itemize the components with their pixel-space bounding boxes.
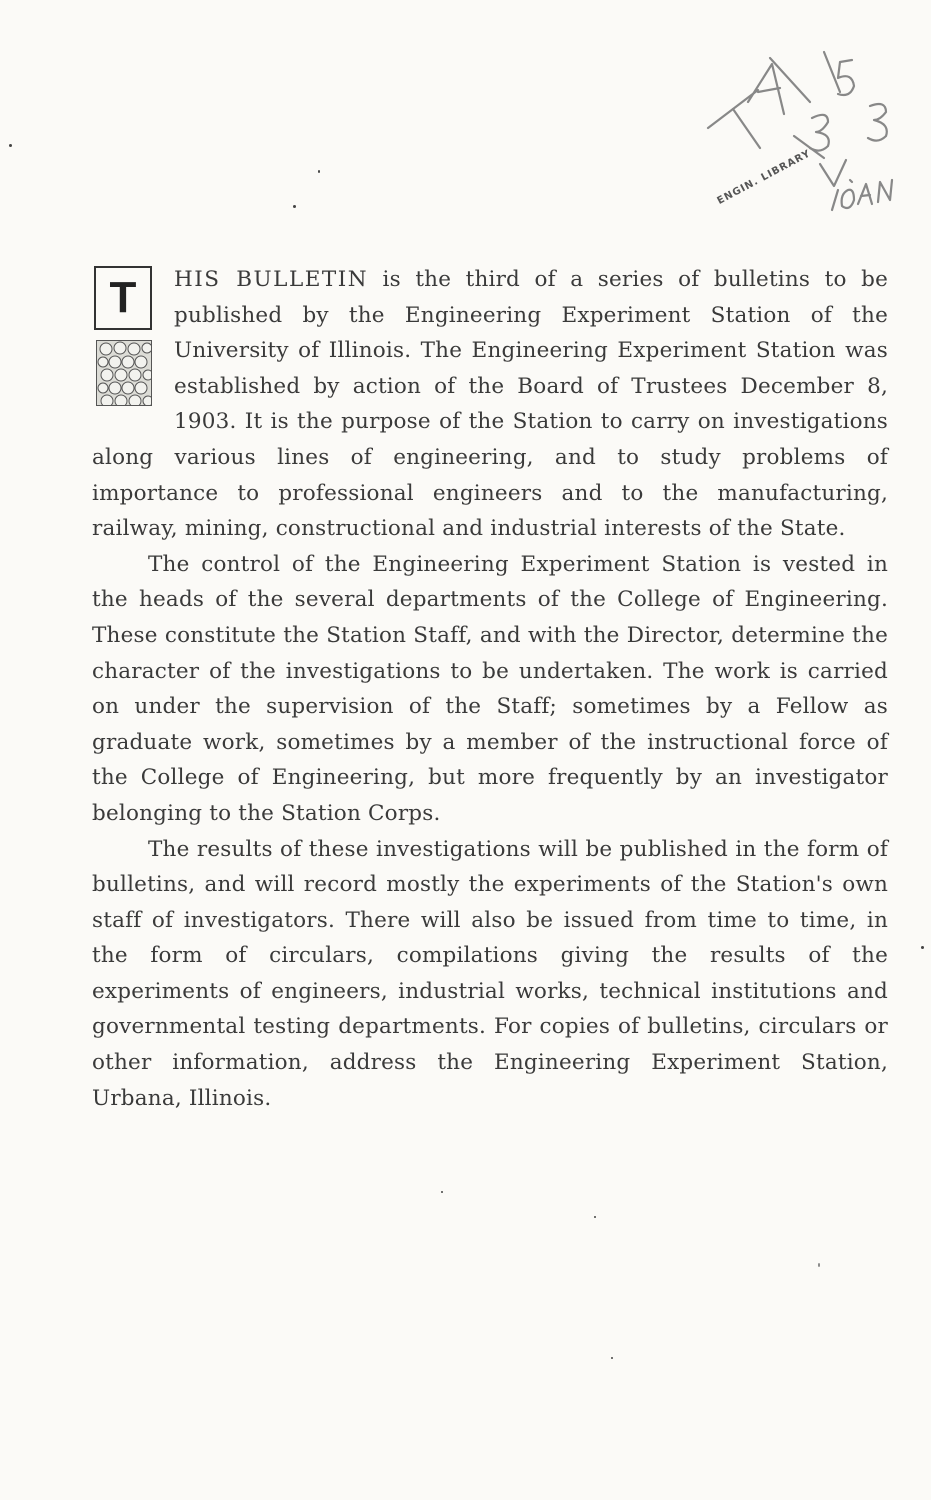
- library-stamp: ENGIN. LIBRARY: [715, 148, 813, 207]
- scan-speck: [293, 205, 296, 208]
- scan-speck: [611, 1357, 613, 1359]
- scan-speck: [9, 144, 12, 147]
- paragraph-1: [92, 262, 888, 547]
- scan-speck: [818, 1263, 820, 1267]
- scan-speck: [921, 946, 924, 949]
- scan-speck: [441, 1191, 443, 1193]
- paragraph-1-text: is the third of a series of bulletins to be published by the Engineering Experiment Station of the University of Illinois. The Engineering Experiment Station was established by action of the Board of Trustees December 8, 1903. It is the purpose of the Station to carry on investigations along various lines of engineering, and to study problems of importance to professional engineers and to the manufacturing, railway, mining, constructional and industrial interests of the State.: [92, 267, 888, 542]
- paragraph-3: The results of these investigations will be published in the form of bulletins, and will record mostly the experiments of the Station's own staff of investigators. There will also be issued from time to time, in the form of circulars, compilations giving the results of the experiments of engineers, industrial works, technical institutions and governmental testing departments. For copies of bulletins, circulars or other information, address the Engineering Experiment Station, Urbana, Illinois.: [92, 836, 888, 1111]
- paragraph-2: The control of the Engineering Experiment Station is vested in the heads of the several departments of the College of Engineering. These constitute the Station Staff, and with the Director, determine the character of the investigations to be undertaken. The work is carried on under the supervision of the Staff; sometimes by a Fellow as graduate work, sometimes by a member of the instructional force of the College of Engineering, but more frequently by an investigator belonging to the Station Corps.: [92, 551, 888, 826]
- initial-letter-frame: [94, 266, 152, 330]
- decorative-initial: [94, 266, 154, 416]
- bulletin-lead-words: HIS BULLETIN: [174, 267, 369, 292]
- handwriting-drawing: [700, 40, 910, 240]
- scan-speck: [594, 1216, 596, 1218]
- initial-ornament-icon: [96, 340, 152, 406]
- scan-speck: [318, 170, 320, 173]
- bulletin-text: [92, 262, 888, 1116]
- handwritten-call-number: [700, 40, 910, 240]
- initial-letter: T: [109, 273, 137, 322]
